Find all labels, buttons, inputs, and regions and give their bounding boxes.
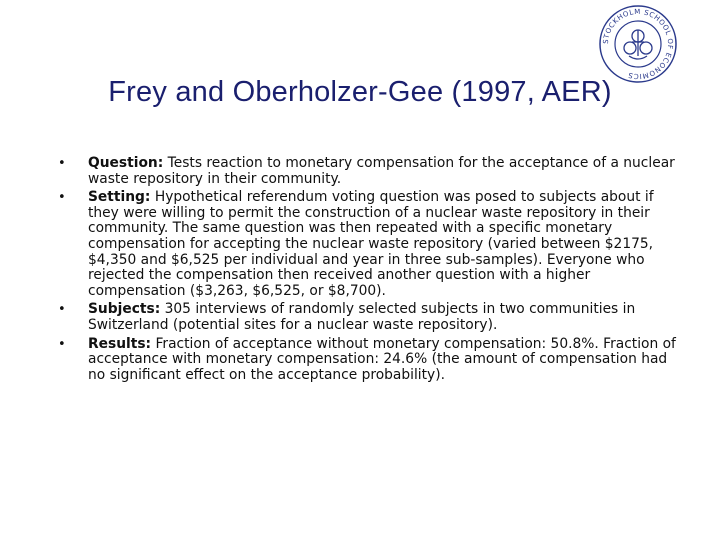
bullet-setting [58,190,678,299]
school-logo [598,4,678,84]
bullet-marker: • [58,336,66,352]
bullet-subjects [58,302,678,333]
bullet-results [58,337,678,384]
bullet-label: Question: [88,155,164,171]
seal-icon [598,4,678,84]
bullet-label: Results: [88,335,152,352]
bullet-label: Subjects: [88,301,161,318]
svg-text:STOCKHOLM SCHOOL OF ECONOMICS: STOCKHOLM SCHOOL OF ECONOMICS [601,7,675,81]
bullet-question [58,156,678,187]
bullet-text: Hypothetical referendum voting question was posed to subjects about if they were willing to permit the construction of a nuclear waste repository in their community. The same question was then repeated with a specific monetary compensation for accepting the nuclear waste repository (varied between $2175, $4,350 and $6,525 per individual and year in three sub-samples). Everyone who rejected the compensation then received another question with a higher compensation ($3,263, $6,525, or $8,700). [88,189,654,299]
bullet-marker: • [58,156,66,171]
bullet-text: Fraction of acceptance without monetary compensation: 50.8%. Fraction of acceptance with monetary compensation: 24.6% (the amount of compensation had no significant effect on the acceptance probability). [88,335,676,383]
bullet-list [58,156,678,386]
bullet-marker: • [58,302,66,318]
bullet-text: Tests reaction to monetary compensation for the acceptance of a nuclear waste repository in their community. [88,155,675,187]
bullet-text: 305 interviews of randomly selected subjects in two communities in Switzerland (potential sites for a nuclear waste repository). [88,301,636,333]
slide-title: Frey and Oberholzer-Gee (1997, AER) [108,76,612,108]
bullet-label: Setting: [88,189,151,206]
bullet-marker: • [58,190,66,206]
